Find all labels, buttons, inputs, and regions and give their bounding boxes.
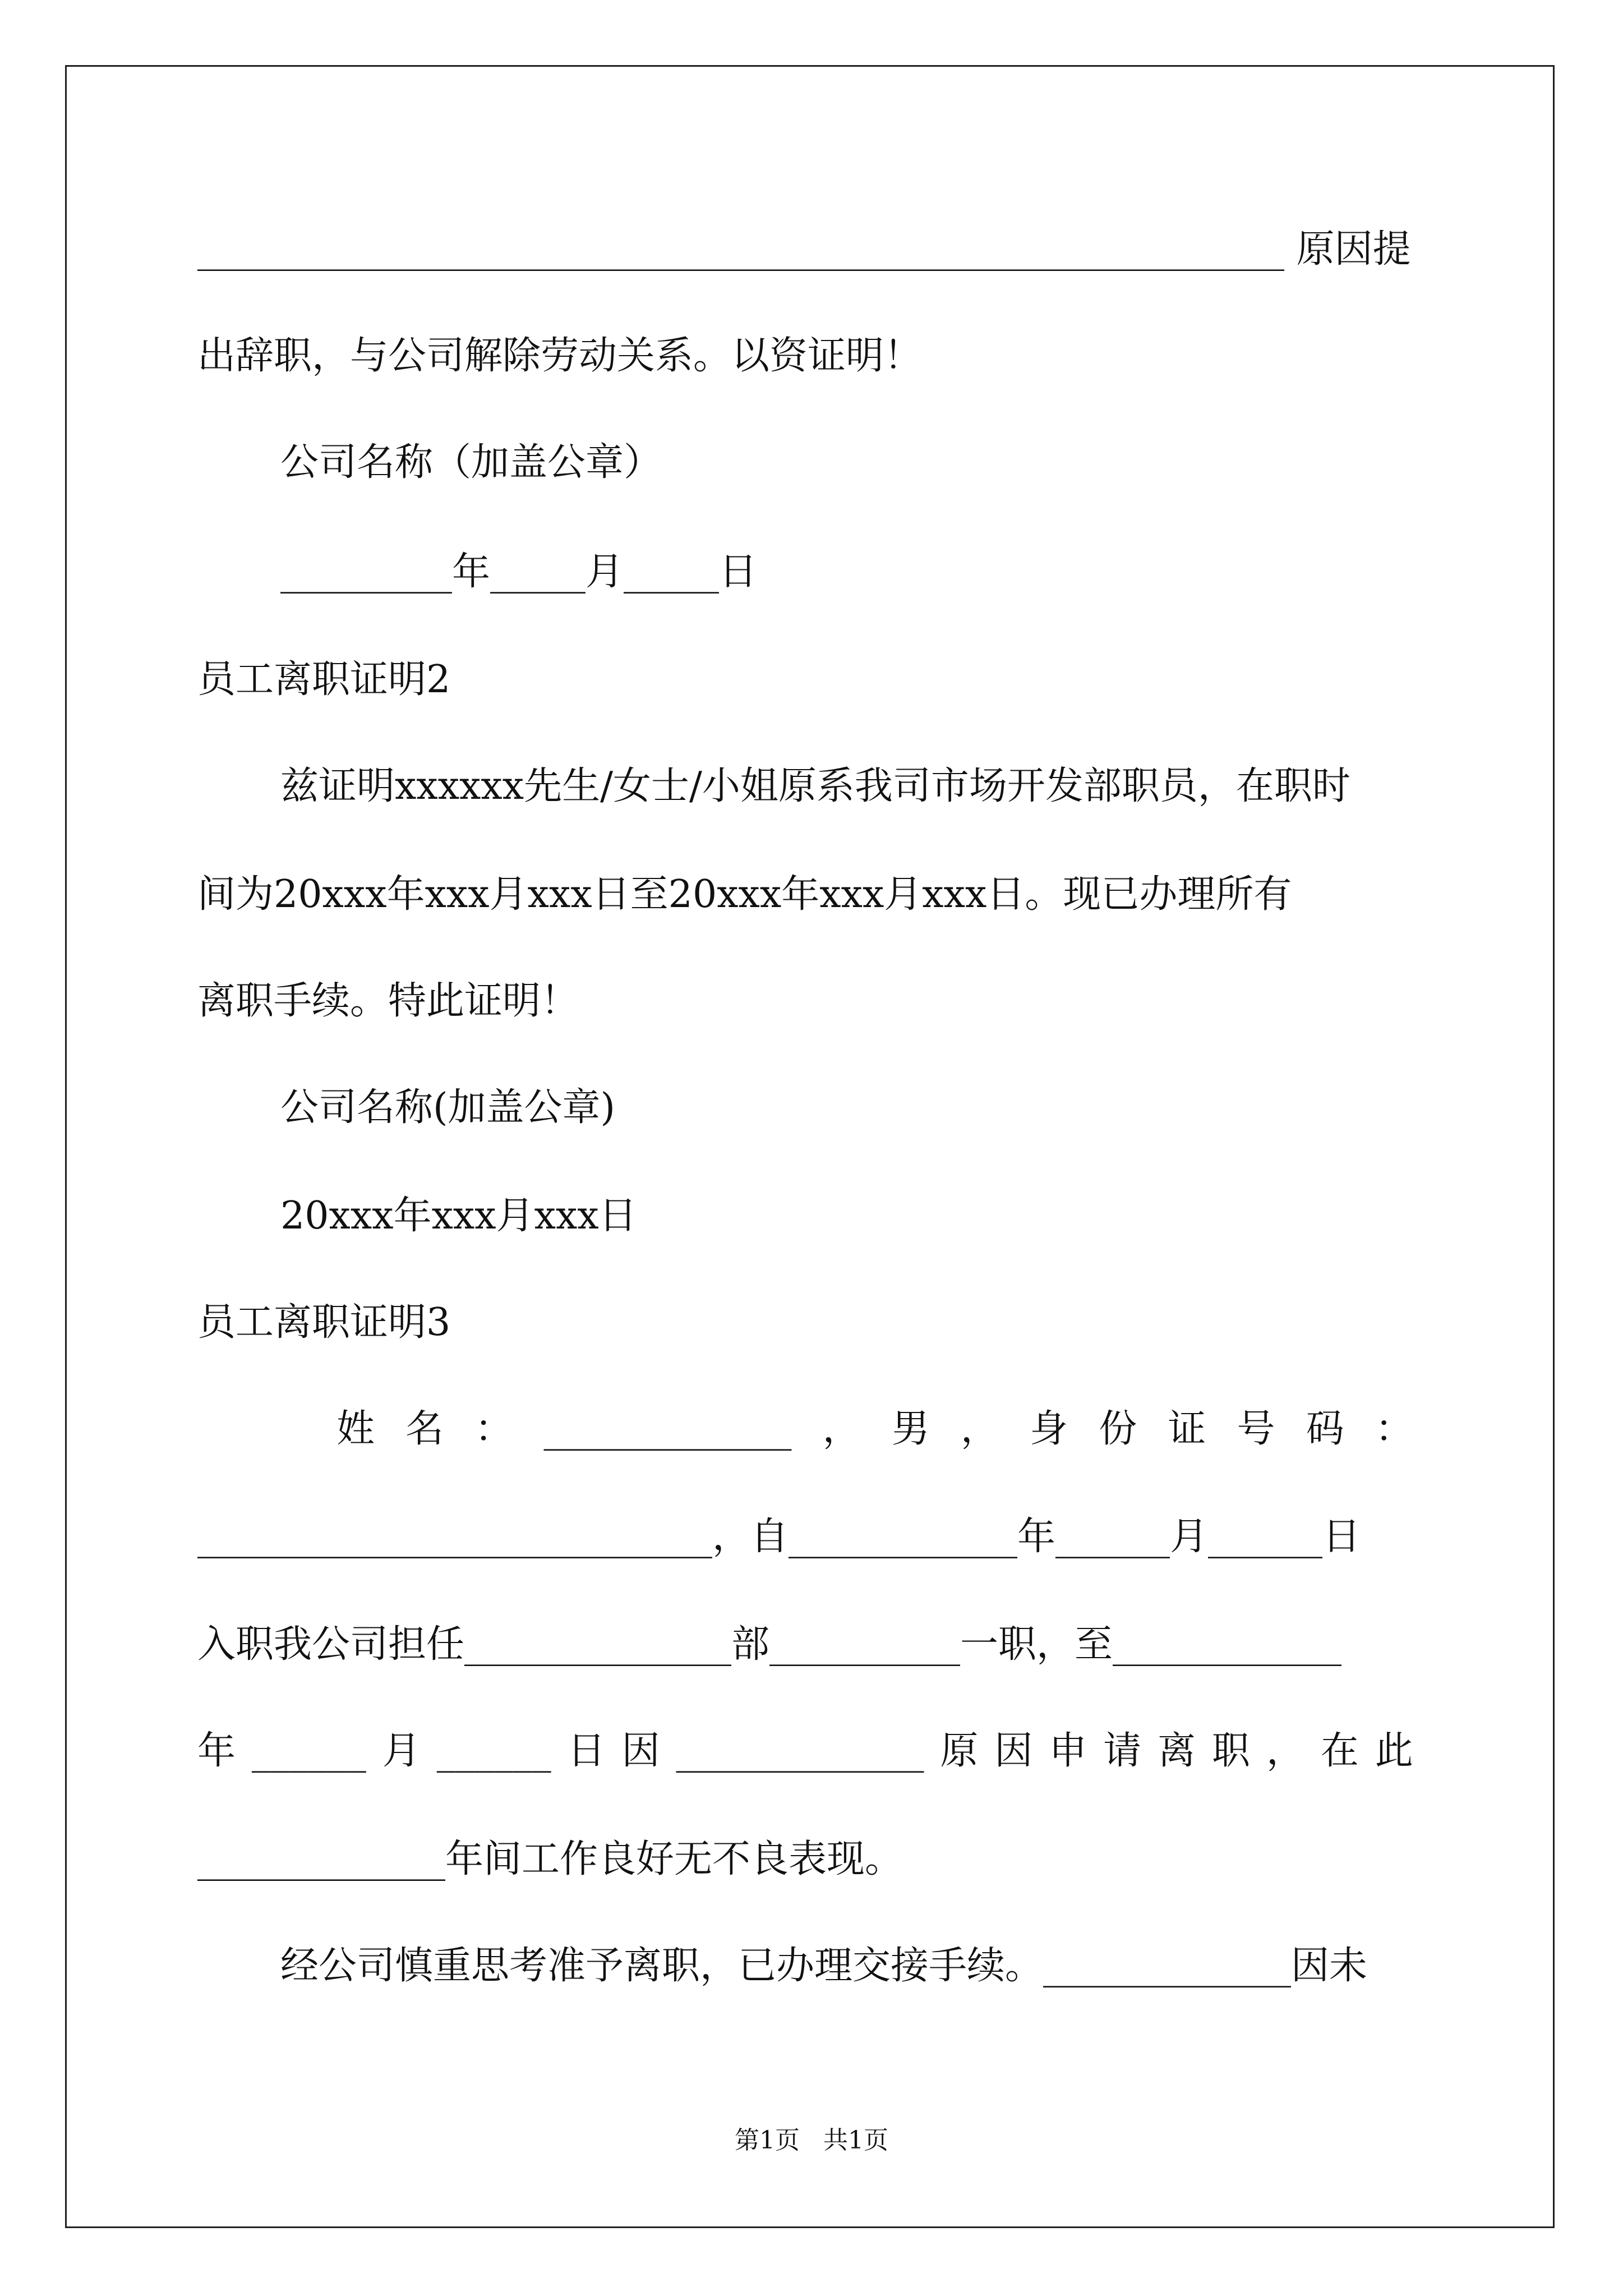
gender-text: 男 [891, 1407, 930, 1451]
position-line: 入职我公司担任______________部__________一职，至____________ [197, 1622, 1342, 1667]
row15-item: ， [1266, 1729, 1304, 1773]
row15-blank: ______ [436, 1729, 551, 1773]
resignation-date-row [197, 1729, 1413, 1774]
row15-item: 年 [197, 1729, 236, 1773]
row15-blank: _____________ [676, 1729, 924, 1773]
row12-item: 姓 [336, 1407, 375, 1451]
text-line-2: 出辞职，与公司解除劳动关系。以资证明！ [197, 334, 923, 378]
row15-item: 离 [1158, 1729, 1196, 1773]
date-blank-line: _________年_____月_____日 [280, 550, 758, 594]
work-performance-line: _____________年间工作良好无不良表现。 [197, 1837, 903, 1881]
name-id-row [336, 1407, 1413, 1452]
row12-item: 份 [1099, 1407, 1137, 1451]
row12-item: 名 [405, 1407, 444, 1451]
page-footer [0, 2126, 1623, 2155]
row12-item: 证 [1168, 1407, 1206, 1451]
row15-item: 在 [1320, 1729, 1359, 1773]
row15-item: 请 [1103, 1729, 1142, 1773]
section-title-3: 员工离职证明3 [197, 1300, 451, 1345]
text-line-1: _________________________________________________________ 原因提 [197, 227, 1411, 272]
id-number-date-line: ___________________________，自____________年______月______日 [197, 1515, 1361, 1559]
page-number: 第1页 [735, 2126, 800, 2155]
row12-item: ： [1375, 1407, 1413, 1451]
row12-item: ： [474, 1407, 513, 1451]
approval-line: 经公司慎重思考准予离职，已办理交接手续。_____________因未 [280, 1944, 1368, 1988]
row12-item: 码 [1306, 1407, 1344, 1451]
page-total: 共1页 [823, 2126, 888, 2155]
body-paragraph-2-line-2: 间为20xxx年xxx月xxx日至20xxx年xxx月xxx日。现已办理所有 [197, 872, 1292, 917]
company-name-stamp-line-2: 公司名称(加盖公章) [280, 1085, 616, 1130]
body-paragraph-2-line-3: 离职手续。特此证明！ [197, 979, 579, 1023]
date-line-2: 20xxx年xxx月xxx日 [280, 1194, 637, 1238]
row15-item: 申 [1049, 1729, 1087, 1773]
page-border [65, 65, 1555, 2228]
row15-item: 日 [567, 1729, 606, 1773]
row15-blank: ______ [251, 1729, 366, 1773]
name-blank: _____________ [543, 1407, 792, 1451]
company-name-stamp-line: 公司名称（加盖公章） [280, 440, 662, 485]
row12-item: 身 [1030, 1407, 1068, 1451]
row12-item: 号 [1237, 1407, 1275, 1451]
section-title-2: 员工离职证明2 [197, 657, 451, 702]
body-paragraph-2-line-1: 兹证明xxxxxx先生/女士/小姐原系我司市场开发部职员，在职时 [280, 764, 1350, 808]
row12-item: ， [822, 1407, 861, 1451]
row15-item: 职 [1212, 1729, 1251, 1773]
row15-item: 此 [1375, 1729, 1413, 1773]
row15-item: 原 [940, 1729, 979, 1773]
row15-item: 因 [994, 1729, 1033, 1773]
row15-item: 月 [382, 1729, 421, 1773]
row12-item: ， [960, 1407, 999, 1451]
row15-item: 因 [621, 1729, 660, 1773]
